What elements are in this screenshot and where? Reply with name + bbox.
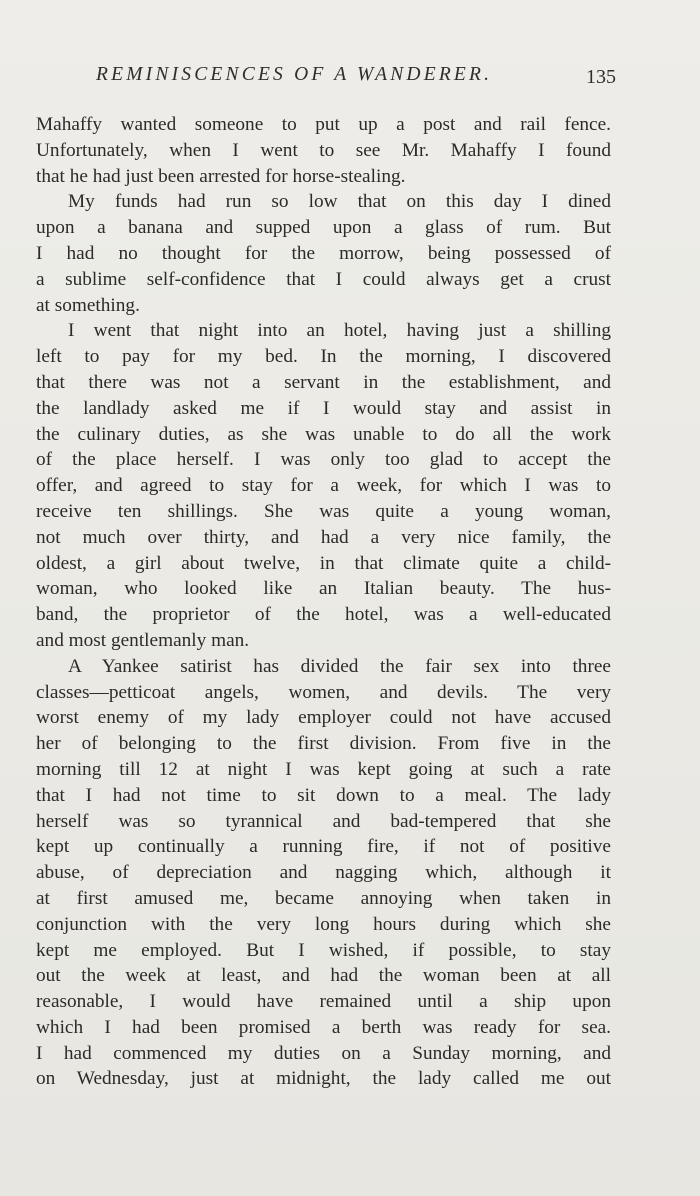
- body-text: [36, 112, 611, 1092]
- text-line: reasonable, I would have remained until a ship upon: [36, 991, 611, 1013]
- text-line: upon a banana and supped upon a glass of rum. But: [36, 217, 611, 239]
- text-line: My funds had run so low that on this day I dined: [68, 191, 611, 213]
- text-line: abuse, of depreciation and nagging which, although it: [36, 862, 611, 884]
- text-line: I had no thought for the morrow, being possessed of: [36, 242, 611, 264]
- text-line: Mahaffy wanted someone to put up a post and rail fence.: [36, 114, 611, 135]
- text-line: the culinary duties, as she was unable to do all the work: [36, 423, 611, 445]
- text-line: on Wednesday, just at midnight, the lady called me out: [36, 1068, 611, 1090]
- text-line: out the week at least, and had the woman been at all: [36, 965, 611, 987]
- text-line: classes—petticoat angels, women, and devils. The very: [36, 681, 611, 703]
- text-line: not much over thirty, and had a very nice family, the: [36, 526, 611, 548]
- page-number: 135: [586, 66, 616, 88]
- text-line: oldest, a girl about twelve, in that climate quite a child-: [36, 552, 611, 574]
- text-line: her of belonging to the first division. From five in the: [36, 733, 611, 755]
- text-line: of the place herself. I was only too glad to accept the: [36, 449, 611, 471]
- text-line: receive ten shillings. She was quite a young woman,: [36, 500, 611, 522]
- text-line: herself was so tyrannical and bad-tempered that she: [36, 810, 611, 832]
- text-line: kept me employed. But I wished, if possible, to stay: [36, 939, 611, 961]
- text-line: Unfortunately, when I went to see Mr. Mahaffy I found: [36, 139, 611, 161]
- text-line: morning till 12 at night I was kept going at such a rate: [36, 758, 611, 780]
- text-line: A Yankee satirist has divided the fair sex into three: [68, 655, 611, 677]
- text-line: which I had been promised a berth was ready for sea.: [36, 1016, 611, 1038]
- text-line: at first amused me, became annoying when taken in: [36, 887, 611, 909]
- text-line: that he had just been arrested for horse-stealing.: [36, 165, 406, 187]
- text-line: I had commenced my duties on a Sunday morning, and: [36, 1042, 611, 1064]
- text-line: at something.: [36, 294, 140, 316]
- text-line: that I had not time to sit down to a meal. The lady: [36, 784, 611, 806]
- text-line: conjunction with the very long hours during which she: [36, 913, 611, 935]
- text-line: and most gentlemanly man.: [36, 629, 250, 651]
- text-line: kept up continually a running fire, if not of positive: [36, 836, 611, 858]
- text-line: a sublime self-confidence that I could always get a crust: [36, 268, 611, 290]
- text-line: worst enemy of my lady employer could not have accused: [36, 707, 611, 729]
- text-line: band, the proprietor of the hotel, was a well-educated: [36, 604, 611, 626]
- text-line: offer, and agreed to stay for a week, for which I was to: [36, 475, 611, 497]
- text-line: the landlady asked me if I would stay and assist in: [36, 397, 611, 419]
- text-line: I went that night into an hotel, having just a shilling: [68, 320, 611, 342]
- running-head: REMINISCENCES OF A WANDERER.: [96, 64, 493, 85]
- text-line: left to pay for my bed. In the morning, I discovered: [36, 346, 611, 368]
- text-line: woman, who looked like an Italian beauty. The hus-: [36, 578, 611, 600]
- text-line: that there was not a servant in the establishment, and: [36, 371, 611, 393]
- page-header: [36, 64, 620, 100]
